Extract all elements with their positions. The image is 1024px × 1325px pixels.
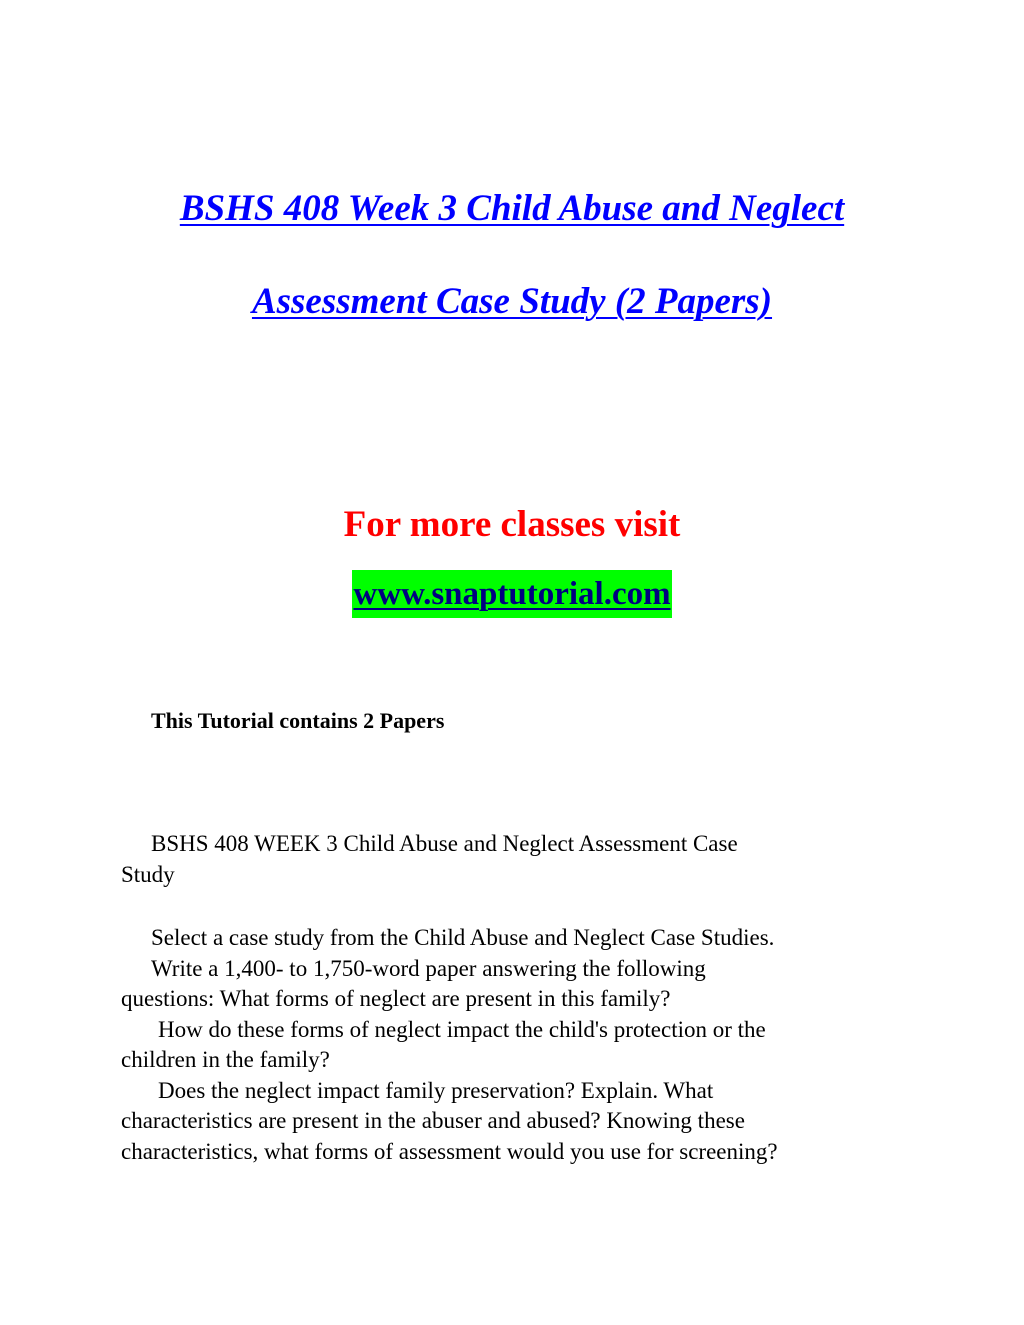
task-line-text: Does the neglect impact family preservation? Explain. What: [158, 1077, 714, 1103]
website-container: [0, 570, 1024, 618]
website-link[interactable]: www.snaptutorial.com: [352, 570, 671, 618]
promo-text: For more classes visit: [343, 504, 681, 545]
title-link-1[interactable]: BSHS 408 Week 3 Child Abuse and Neglect: [179, 188, 845, 229]
task-line-text: Write a 1,400- to 1,750-word paper answering the following: [151, 955, 706, 981]
document-title-line-1: [0, 187, 1024, 231]
course-heading-line-2: Study: [121, 861, 175, 887]
task-line: children in the family?: [121, 1047, 330, 1072]
task-line: [121, 1076, 891, 1107]
task-line: [121, 923, 891, 954]
task-description-paragraph: [121, 923, 891, 1167]
title-link-2[interactable]: Assessment Case Study (2 Papers): [251, 281, 773, 322]
tutorial-contains-note: This Tutorial contains 2 Papers: [151, 708, 445, 733]
document-title-line-2: [0, 280, 1024, 324]
course-heading-paragraph: [121, 829, 891, 890]
task-line: characteristics are present in the abuser and abused? Knowing these: [121, 1108, 745, 1133]
course-heading-line-1: [121, 829, 891, 860]
task-line: characteristics, what forms of assessment would you use for screening?: [121, 1138, 778, 1164]
task-line: questions: What forms of neglect are present in this family?: [121, 986, 671, 1011]
task-line: [121, 1015, 891, 1046]
task-line: [121, 954, 891, 985]
task-line-text: How do these forms of neglect impact the child's protection or the: [158, 1016, 766, 1042]
course-heading-text-1: BSHS 408 WEEK 3 Child Abuse and Neglect Assessment Case: [151, 831, 738, 856]
task-line-text: Select a case study from the Child Abuse and Neglect Case Studies.: [151, 925, 775, 950]
